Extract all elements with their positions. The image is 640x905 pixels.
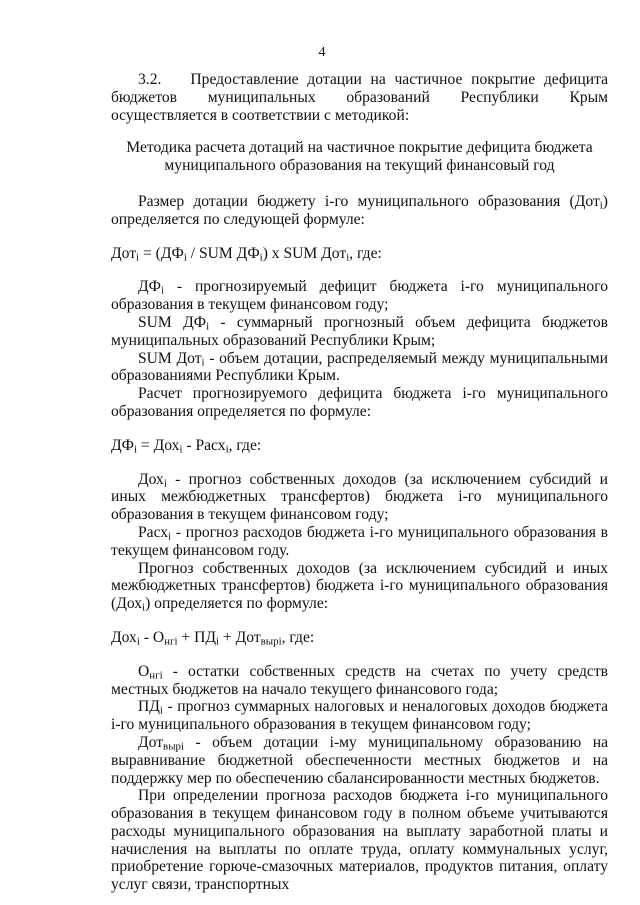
paragraph-subsidy-size: Размер дотации бюджету i-го муниципального образования (Дот$_i$) определяется по следующей формуле: — [111, 192, 608, 228]
section-text: Предоставление дотации на частичное покрытие дефицита бюджетов муниципальных образований Республики Крым осуществляется в соответствии с методикой: — [111, 71, 608, 124]
definition-balances: $О_{нгi}$ - остатки собственных средств на счетах по учету средств местных бюджетов на начало текущего финансового года; — [111, 662, 608, 698]
paragraph-income-forecast: Прогноз собственных доходов (за исключением субсидий и иных межбюджетных трансфертов) бюджета i-го муниципального образования (Дох$_i$) определяется по формуле: — [111, 559, 608, 614]
definition-deficit: $ДФ_i$ - прогнозируемый дефицит бюджета i-го муниципального образования в текущем финансовом году; — [111, 278, 608, 314]
definition-sum-subsidy: SUM Дот$_i$ - объем дотации, распределяемый между муниципальными образованиями Республики Крым. — [111, 349, 608, 385]
definition-sum-deficit: SUM $ДФ_i$ - суммарный прогнозный объем дефицита бюджетов муниципальных образований Республики Крым; — [111, 313, 609, 349]
section-3-2 — [111, 71, 608, 124]
definition-equalization-subsidy: Дот$_{вырi}$ - объем дотации i-му муниципальному образованию на выравнивание бюджетной обеспеченности местных бюджетов и на поддержку мер по обеспечению сбалансированности местных бюджетов. — [111, 733, 608, 787]
formula-subsidy: $Дот_i = (ДФ_i$ / SUM $ДФ_i$) x SUM Дот$_i$, где: — [111, 244, 382, 264]
formula-deficit: $ДФ_i = Дох_i$ - Расх$_i$, где: — [111, 436, 262, 456]
definition-tax-income: $ПД_i$ - прогноз суммарных налоговых и неналоговых доходов бюджета i-го муниципального образования в текущем финансовом году; — [111, 698, 608, 734]
section-number: 3.2. — [138, 71, 162, 88]
definition-income: Дох$_i$ - прогноз собственных доходов (за исключением субсидий и иных межбюджетных трансфертов) бюджета i-го муниципального образования в текущем финансовом году; — [111, 470, 608, 524]
page-body — [111, 71, 608, 894]
methodology-heading — [111, 139, 608, 175]
paragraph-expense-forecast: При определении прогноза расходов бюджета i-го муниципального образования в текущем финансовом году в полном объеме учитываются расходы муниципального образования на выплату заработной платы и начисления на выплаты по оплате труда, оплату коммунальных услуг, приобретение горюче-смазочных материалов, продуктов питания, оплату услуг связи, транспортных — [111, 787, 608, 894]
page-number: 4 — [318, 45, 326, 60]
heading-line-2: муниципального образования на текущий финансовый год — [164, 157, 555, 175]
heading-line-1: Методика расчета дотаций на частичное покрытие дефицита бюджета — [126, 139, 593, 157]
definition-expenses: Расх$_i$ - прогноз расходов бюджета i-го муниципального образования в текущем финансовом году. — [111, 523, 608, 559]
paragraph-deficit-calc: Расчет прогнозируемого дефицита бюджета i-го муниципального образования определяется по формуле: — [111, 385, 608, 420]
formula-income: $Дох_i - О_{нгi} + ПД_i + Дот_{вырi}$, где: — [111, 628, 315, 648]
